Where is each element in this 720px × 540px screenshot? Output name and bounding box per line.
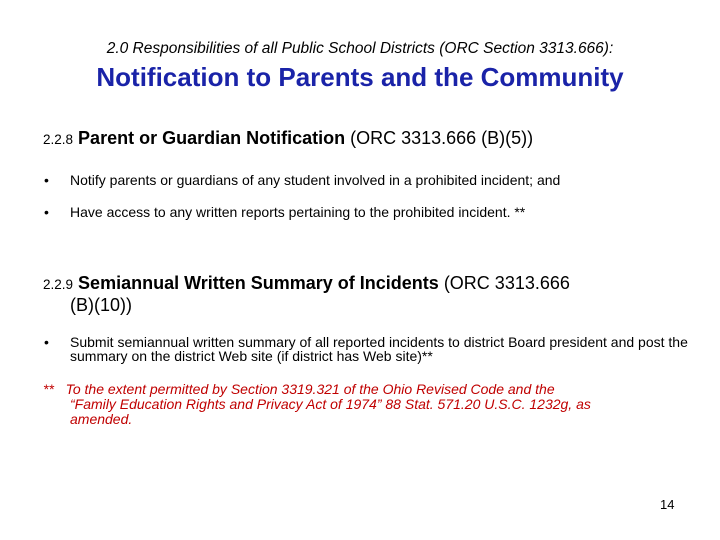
footnote-marker: ** — [43, 381, 54, 397]
page-subtitle: 2.0 Responsibilities of all Public School Districts (ORC Section 3313.666): — [106, 40, 614, 57]
section-reference-continued: (B)(10)) — [70, 295, 132, 315]
section-heading-2-2-8 — [43, 128, 533, 150]
bullet-icon: • — [44, 204, 49, 220]
section-number: 2.2.9 — [43, 277, 74, 292]
bullet-icon: • — [44, 334, 49, 350]
footnote — [43, 382, 683, 427]
footnote-line-2: “Family Education Rights and Privacy Act of 1974” 88 Stat. 571.20 U.S.C. 1232g, as — [70, 396, 591, 412]
bullet-text: Have access to any written reports pertaining to the prohibited incident. ** — [70, 204, 526, 220]
page-number: 14 — [660, 497, 675, 512]
bullet-text: Notify parents or guardians of any student involved in a prohibited incident; and — [70, 172, 561, 188]
section-heading-2-2-9 — [43, 273, 570, 315]
section-title: Parent or Guardian Notification — [78, 128, 346, 148]
footnote-line-3: amended. — [70, 411, 133, 427]
bullet-icon: • — [44, 172, 49, 188]
bullet-text: Submit semiannual written summary of all reported incidents to district Board president and post the summary on the district Web site (if district has Web site)** — [70, 334, 688, 364]
footnote-line-1: To the extent permitted by Section 3319.321 of the Ohio Revised Code and the — [65, 381, 555, 397]
section-reference: (ORC 3313.666 (B)(5)) — [350, 128, 534, 148]
section-reference: (ORC 3313.666 — [443, 273, 570, 293]
section-number: 2.2.8 — [43, 132, 74, 147]
section-title: Semiannual Written Summary of Incidents — [78, 273, 439, 293]
page-title: Notification to Parents and the Community — [96, 62, 624, 92]
